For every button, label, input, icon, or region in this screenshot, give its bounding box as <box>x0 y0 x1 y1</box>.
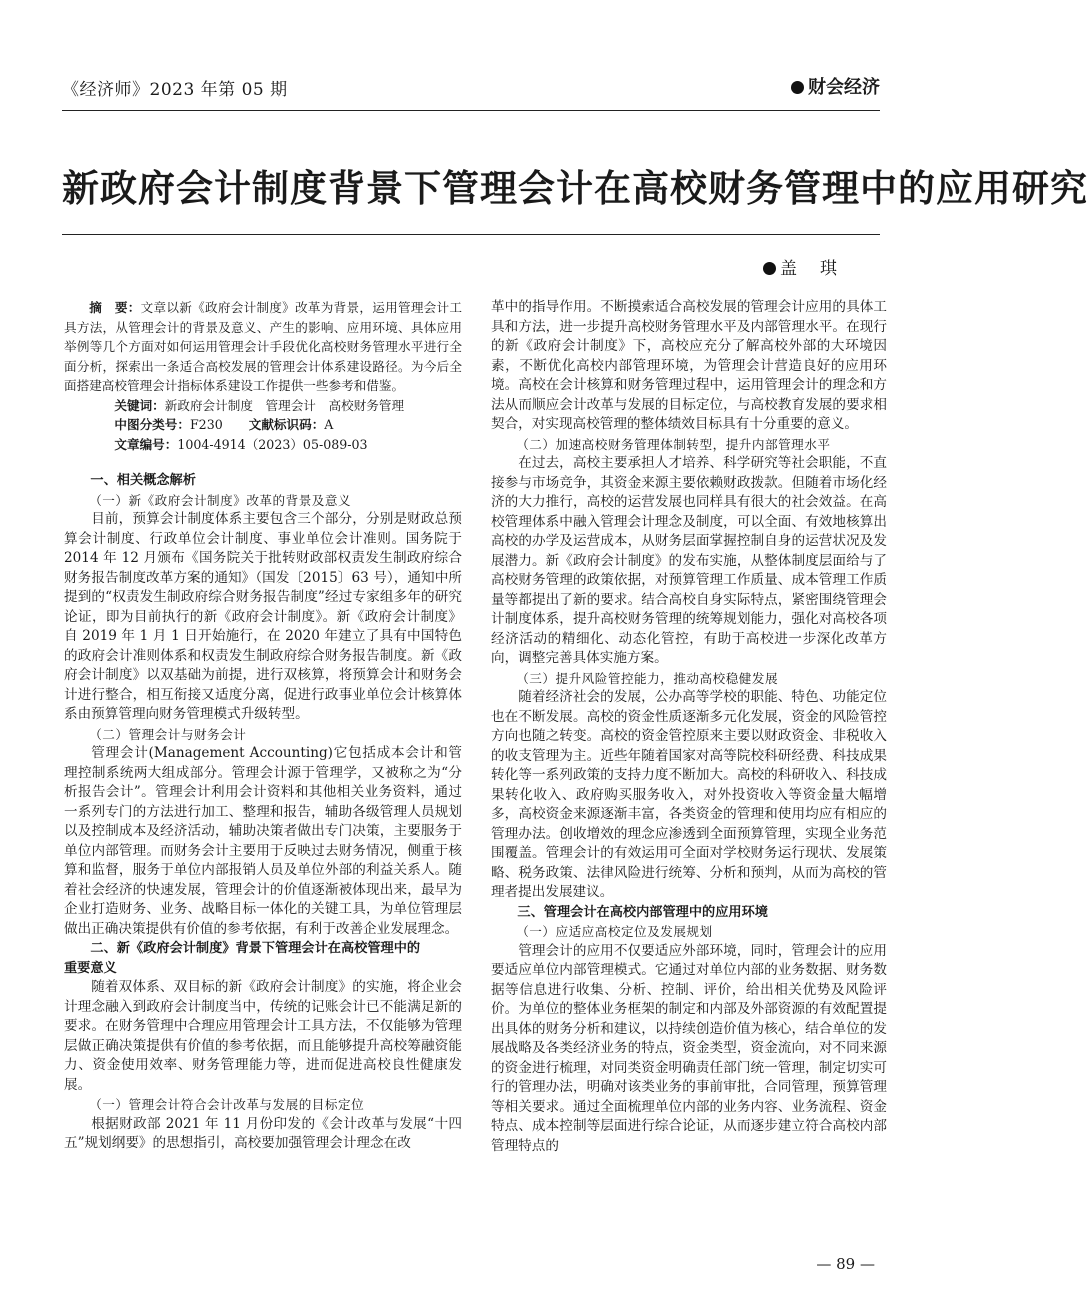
keywords-text: 新政府会计制度 管理会计 高校财务管理 <box>164 397 405 413</box>
bullet-icon <box>791 81 804 94</box>
article-number <box>64 435 462 455</box>
abstract-text: 文章以新《政府会计制度》改革为背景，运用管理会计工具方法，从管理会计的背景及意义、产生的影响、应用环境、具体应用举例等几个方面对如何运用管理会计手段优化高校财务管理水平进行全面分析，探索出一条适合高校发展的管理会计体系建设路径。为今后全面搭建高校管理会计指标体系建设工作提供一些参考和借鉴。 <box>64 300 463 393</box>
paragraph: 随着经济社会的发展，公办高等学校的职能、特色、功能定位也在不断发展。高校的资金性质逐渐多元化发展，资金的风险管控方向也随之转变。高校的资金管控原来主要以财政资金、非税收入的收支管理为主。近些年随着国家对高等院校科研经费、科技成果转化等一系列政策的支持力度不断加大。高校的科研收入、科技成果转化收入、政府购买服务收入，对外投资收入等资金量大幅增多，高校资金来源逐渐丰富，各类资金的管理和使用均应有相应的管理办法。创收增效的理念应渗透到全面预算管理，实现全业务范围覆盖。管理会计的有效运用可全面对学校财务运行现状、发展策略、税务政策、法律风险进行统筹、分析和预判，从而为高校的管理者提出发展建议。 <box>491 689 887 900</box>
subsection-heading: （三）提升风险管控能力，推动高校稳健发展 <box>516 670 779 686</box>
article-number-value: 1004-4914（2023）05-089-03 <box>177 436 368 452</box>
section-heading: 二、新《政府会计制度》背景下管理会计在高校管理中的 <box>90 941 421 956</box>
doc-code-label: 文献标识码： <box>248 417 325 432</box>
clc-label: 中图分类号： <box>114 417 190 432</box>
right-column <box>491 298 887 1156</box>
paragraph: 管理会计(Management Accounting)它包括成本会计和管理控制系统两大组成部分。管理会计源于管理学，又被称之为“分析报告会计”。管理会计利用会计资料和其他相关业务资料，通过一系列专门的方法进行加工、整理和报告，辅助各级管理人员规划以及控制成本及经济活动，辅助决策者做出专门决策，主要服务于单位内部管理。而财务会计主要用于反映过去财务情况，侧重于核算和监督，服务于单位内部报销人员及单位外部的利益关系人。随着社会经济的快速发展，管理会计的价值逐渐被体现出来，最早为企业打造财务、业务、战略目标一体化的关键工具，为单位管理层做出正确决策提供有价值的参考依据，有利于改善企业发展理念。 <box>64 745 462 937</box>
clc-value: F230 <box>189 417 223 432</box>
abstract <box>64 298 462 396</box>
section-name: 财会经济 <box>808 77 880 98</box>
page-number: — 89 — <box>816 1255 875 1273</box>
paragraph: 根据财政部 2021 年 11 月份印发的《会计改革与发展“十四五”规划纲要》的思想指引，高校要加强管理会计理念在改 <box>64 1115 462 1151</box>
subsection-heading: （一）新《政府会计制度》改革的背景及意义 <box>89 492 352 508</box>
subsection-heading: （一）管理会计符合会计改革与发展的目标定位 <box>89 1097 365 1112</box>
paragraph: 目前，预算会计制度体系主要包含三个部分，分别是财政总预算会计制度、行政单位会计制度、事业单位会计准则。国务院于 2014 年 12 月颁布《国务院关于批转财政部权责发生制政府综合财务报告制度改革方案的通知》（国发〔2015〕63 号），通知中所提到的“权责发生制政府综合财务报告制度”经过专家组多年的研究论证，即为目前执行的新《政府会计制度》。新《政府会计制度》自 2019 年 1 月 1 日开始施行，在 2020 年建立了具有中国特色的政府会计准则体系和权责发生制政府综合财务报告制度。新《政府会计制度》以双基础为前提，进行双核算，将预算会计和财务会计进行整合，相互衔接又适度分离，促进行政事业单位会计核算体系由预算管理向财务管理模式升级转型。 <box>64 511 462 722</box>
article-number-label: 文章编号： <box>114 436 178 452</box>
classification <box>64 415 462 435</box>
paragraph: 随着双体系、双目标的新《政府会计制度》的实施，将企业会计理念融入到政府会计制度当中，传统的记账会计已不能满足新的要求。在财务管理中合理应用管理会计工具方法，不仅能够为管理层做正确决策提供有价值的参考依据，而且能够提升高校筹融资能力、资金使用效率、财务管理能力等，进而促进高校良性健康发展。 <box>64 979 462 1093</box>
subsection-heading: （二）管理会计与财务会计 <box>89 726 247 742</box>
header-rule <box>62 110 880 111</box>
author-name: 盖 琪 <box>780 259 840 279</box>
running-header <box>62 75 880 103</box>
subsection-heading: （二）加速高校财务管理体制转型，提升内部管理水平 <box>516 436 831 452</box>
keywords <box>64 396 462 416</box>
journal-issue: 《经济师》2023 年第 05 期 <box>62 80 288 100</box>
section-heading-cont: 重要意义 <box>64 960 117 976</box>
section-heading: 三、管理会计在高校内部管理中的应用环境 <box>517 904 768 920</box>
paragraph: 革中的指导作用。不断摸索适合高校发展的管理会计应用的具体工具和方法，进一步提升高校财务管理水平及内部管理水平。在现行的新《政府会计制度》下，高校应充分了解高校外部的大环境因素，不断优化高校内部管理环境，为管理会计营造良好的应用环境。高校在会计核算和财务管理过程中，运用管理会计的理念和方法从而顺应会计改革与发展的目标定位，与高校教育发展的要求相契合，对实现高校管理的整体绩效目标具有十分重要的意义。 <box>491 299 887 432</box>
doc-code-value: A <box>324 417 334 432</box>
keywords-label: 关键词： <box>114 397 165 413</box>
abstract-label: 摘 要： <box>89 300 141 315</box>
author <box>763 254 840 279</box>
paragraph: 在过去，高校主要承担人才培养、科学研究等社会职能，不直接参与市场竞争，其资金来源主要依赖财政拨款。但随着市场化经济的大力推行，高校的运营发展也同样具有很大的社会效益。在高校管理体系中融入管理会计理念及制度，可以全面、有效地核算出高校的办学及运营成本，从财务层面掌握控制自身的运营状况及发展潜力。新《政府会计制度》的发布实施，从整体制度层面给与了高校财务管理的政策依据，对预算管理工作质量、成本管理工作质量等都提出了新的要求。结合高校自身实际特点，紧密围绕管理会计制度体系，提升高校财务管理的统筹规划能力，强化对高校各项经济活动的精细化、动态化管控，有助于高校进一步深化改革方向，调整完善具体实施方案。 <box>491 455 887 666</box>
title-rule <box>62 234 880 235</box>
bullet-icon <box>763 262 776 275</box>
paragraph: 管理会计的应用不仅要适应外部环境，同时，管理会计的应用要适应单位内部管理模式。它通过对单位内部的业务数据、财务数据等信息进行收集、分析、控制、评价，给出相关优势及风险评价。为单位的整体业务框架的制定和内部及外部资源的有效配置提出具体的财务分析和建议，以持续创造价值为核心，结合单位的发展战略及各类经济业务的特点，资金类型，资金流向，对不同来源的资金进行梳理，对同类资金明确责任部门统一管理，制定切实可行的管理办法，明确对该类业务的事前审批，合同管理，预算管理等相关要求。通过全面梳理单位内部的业务内容、业务流程、资金特点、成本控制等层面进行综合论证，从而逐步建立符合高校内部管理特点的 <box>491 942 887 1154</box>
section-label <box>791 73 880 99</box>
left-column <box>64 298 462 1154</box>
subsection-heading: （一）应适应高校定位及发展规划 <box>516 924 713 939</box>
article-title: 新政府会计制度背景下管理会计在高校财务管理中的应用研究 <box>62 167 1088 210</box>
section-heading: 一、相关概念解析 <box>90 473 196 488</box>
